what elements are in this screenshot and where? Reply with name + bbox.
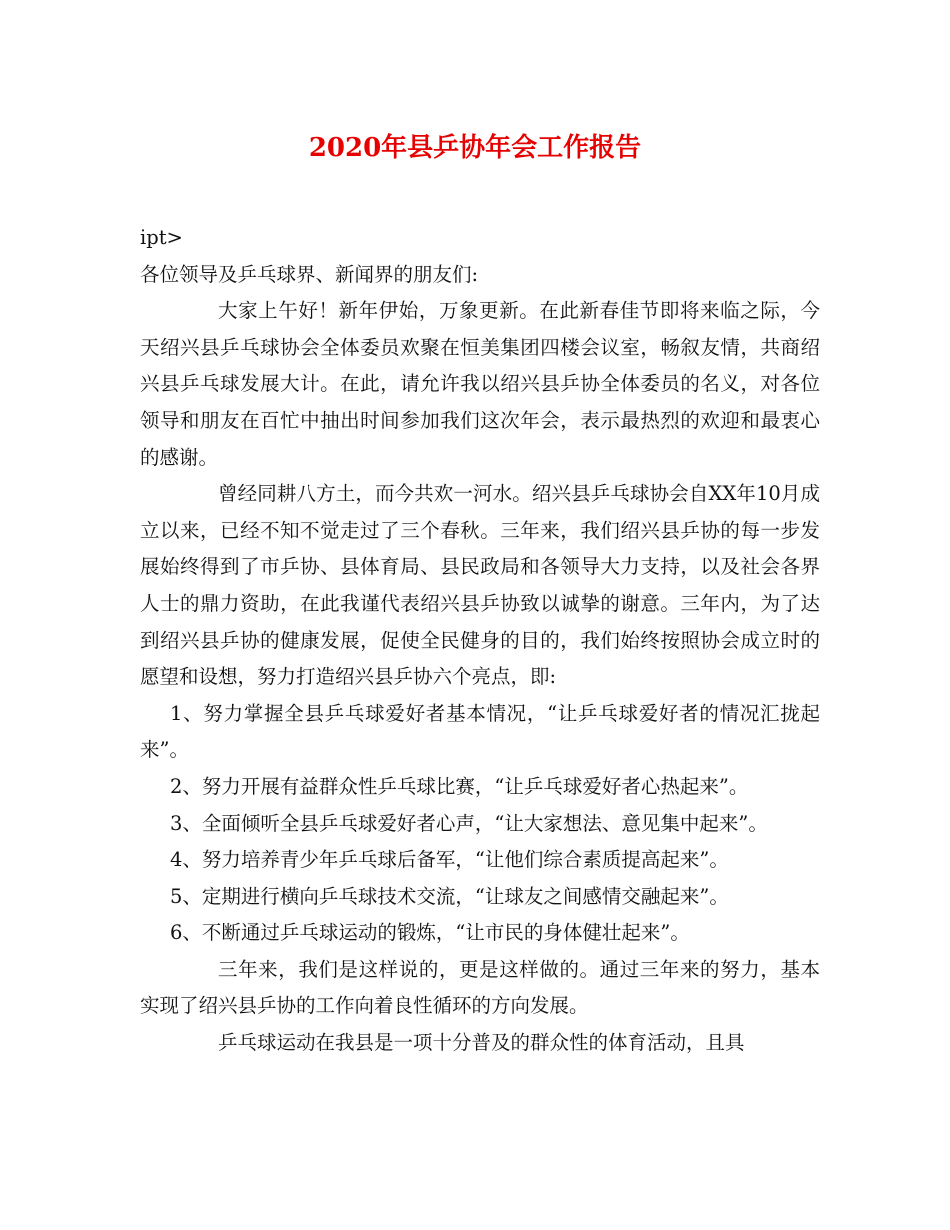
list-item-2: 2、努力开展有益群众性乒乓球比赛，“让乒乓球爱好者心热起来”。: [170, 774, 749, 798]
paragraph-summary: 三年来，我们是这样说的，更是这样做的。通过三年来的努力，基本实现了绍兴县乒协的工作向着良性循环的方向发展。: [140, 957, 820, 1018]
document-body: [140, 220, 820, 1062]
list-item-5: 5、定期进行横向乒乓球技术交流，“让球友之间感情交融起来”。: [170, 884, 729, 908]
list-item-4: 4、努力培养青少年乒乓球后备军，“让他们综合素质提高起来”。: [170, 848, 729, 872]
paragraph-history: 曾经同耕八方土，而今共欢一河水。绍兴县乒乓球协会自XX年10月成立以来，已经不知不觉走过了三个春秋。三年来，我们绍兴县乒协的每一步发展始终得到了市乒协、县体育局、县民政局和各领导大力支持，以及社会各界人士的鼎力资助，在此我谨代表绍兴县乒协致以诚挚的谢意。三年内，为了达到绍兴县乒协的健康发展，促使全民健身的目的，我们始终按照协会成立时的愿望和设想，努力打造绍兴县乒协六个亮点，即:: [140, 482, 820, 689]
list-item-3: 3、全面倾听全县乒乓球爱好者心声，“让大家想法、意见集中起来”。: [170, 811, 768, 835]
paragraph-continuation: 乒乓球运动在我县是一项十分普及的群众性的体育活动，且具: [218, 1031, 745, 1055]
document-title: 2020年县乒协年会工作报告: [308, 133, 642, 163]
salutation: 各位领导及乒乓球界、新闻界的朋友们:: [140, 262, 479, 286]
list-item-1: 1、努力掌握全县乒乓球爱好者基本情况，“让乒乓球爱好者的情况汇拢起来”。: [140, 701, 820, 762]
paragraph-fragment: ipt>: [140, 226, 183, 249]
list-item-6: 6、不断通过乒乓球运动的锻炼，“让市民的身体健壮起来”。: [170, 921, 690, 945]
paragraph-greeting: 大家上午好！新年伊始，万象更新。在此新春佳节即将来临之际，今天绍兴县乒乓球协会全体委员欢聚在恒美集团四楼会议室，畅叙友情，共商绍兴县乒乓球发展大计。在此，请允许我以绍兴县乒协全体委员的名义，对各位领导和朋友在百忙中抽出时间参加我们这次年会，表示最热烈的欢迎和最衷心的感谢。: [140, 299, 820, 469]
